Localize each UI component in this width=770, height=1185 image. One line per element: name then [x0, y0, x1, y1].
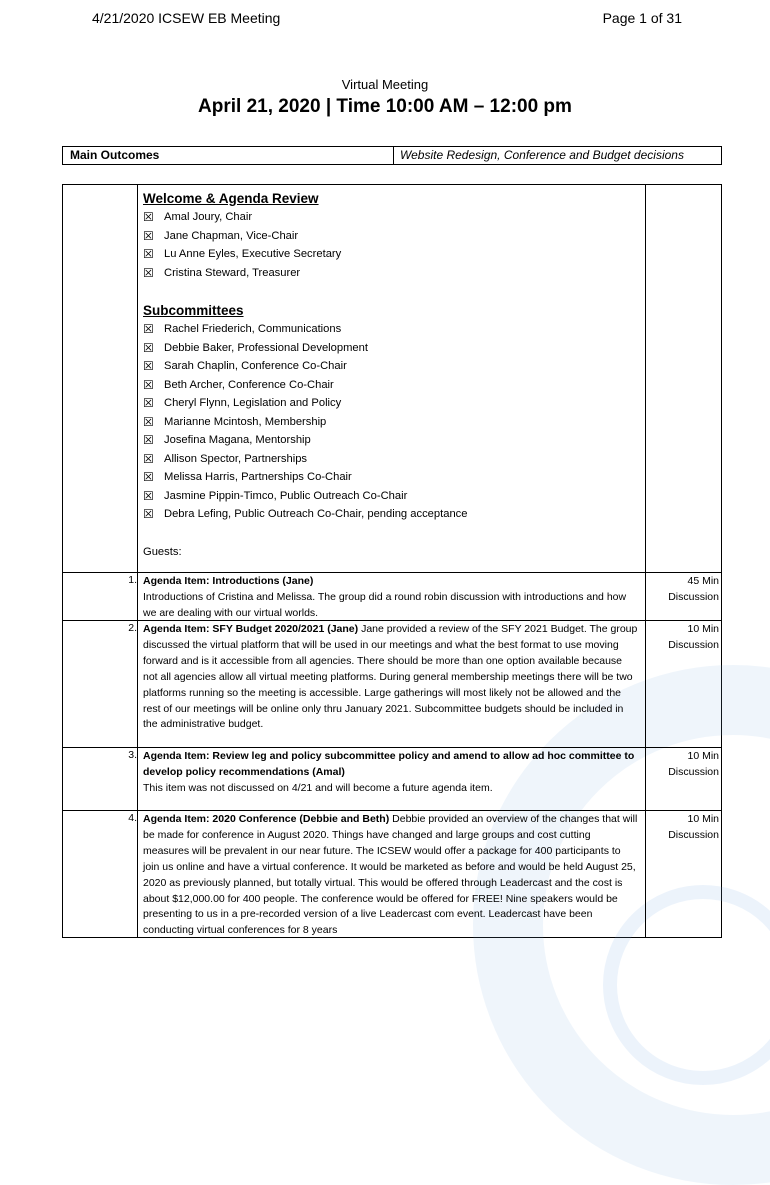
agenda-item-duration — [653, 622, 719, 654]
row-divider — [63, 810, 721, 811]
agenda-item-title: Agenda Item: Introductions (Jane) — [143, 575, 314, 587]
agenda-item-duration — [653, 574, 719, 606]
attendee-row — [143, 487, 643, 506]
agenda-item — [143, 574, 638, 622]
attendee-name: Amal Joury, Chair — [164, 211, 253, 223]
attendee-name: Josefina Magana, Mentorship — [164, 434, 311, 446]
attendee-row — [143, 376, 643, 395]
attendee-name: Jane Chapman, Vice-Chair — [164, 229, 299, 242]
attendee-row — [143, 227, 643, 246]
attendee-name: Rachel Friederich, Communications — [164, 323, 342, 335]
officer-list — [143, 208, 643, 282]
duration-type: Discussion — [668, 638, 719, 651]
checked-box-icon: ☒ — [143, 322, 154, 336]
attendee-name: Melissa Harris, Partnerships Co-Chair — [164, 471, 352, 483]
attendee-name: Allison Spector, Partnerships — [164, 452, 308, 465]
column-divider — [137, 185, 138, 937]
attendee-row — [143, 245, 643, 264]
agenda-item-body: Debbie provided an overview of the changes that will be made for conference in August 2020. Things have changed and large groups and cost cutting measures will be prevalent in our near future. The ICSEW would offer a package for 400 participants to join us online and have a virtual conference. It would be marketed as before and would be held August 25, 2020 as previously planned, but totally virtual. This would be offered through Leadercast and the cost is about $12,000.00 for 400 people. The conference would be offered for FREE! Nine speakers would be presenting to us in a pre-recorded version of a live Leadercast com event. Leadercast have been conducting virtual conferences for 8 years — [143, 813, 638, 937]
meeting-type: Virtual Meeting — [341, 77, 429, 92]
checked-box-icon: ☒ — [143, 228, 154, 243]
agenda-item-title: Agenda Item: Review leg and policy subcommittee policy and amend to allow ad hoc committee to develop policy recommendations (Amal) — [143, 750, 635, 778]
duration-minutes: 45 Min — [687, 575, 719, 587]
agenda-item-number: 4. — [128, 812, 137, 824]
attendee-row — [143, 208, 643, 227]
agenda-item-number: 2. — [128, 622, 137, 634]
attendee-row — [143, 264, 643, 283]
agenda-item-duration — [653, 812, 719, 844]
agenda-item-title: Agenda Item: 2020 Conference (Debbie and Beth) — [143, 813, 390, 825]
attendee-row — [143, 413, 643, 432]
attendee-name: Lu Anne Eyles, Executive Secretary — [164, 248, 342, 260]
attendee-name: Debbie Baker, Professional Development — [164, 341, 368, 354]
attendee-row — [143, 394, 643, 413]
checked-box-icon: ☒ — [143, 247, 154, 261]
agenda-table — [62, 184, 722, 938]
duration-type: Discussion — [668, 590, 719, 603]
page-header-left: 4/21/2020 ICSEW EB Meeting — [92, 10, 281, 26]
page-title: April 21, 2020 | Time 10:00 AM – 12:00 pm — [198, 96, 572, 117]
attendee-row — [143, 505, 643, 524]
subcommittees-heading: Subcommittees — [143, 303, 244, 318]
attendee-row — [143, 357, 643, 376]
attendee-name: Jasmine Pippin-Timco, Public Outreach Co-Chair — [164, 489, 408, 502]
attendee-name: Sarah Chaplin, Conference Co-Chair — [164, 360, 347, 372]
checked-box-icon: ☒ — [143, 433, 154, 447]
agenda-item-body: Introductions of Cristina and Melissa. The group did a round robin discussion with introductions and how we are dealing with our virtual worlds. — [143, 590, 627, 619]
checked-box-icon: ☒ — [143, 396, 154, 410]
welcome-heading: Welcome & Agenda Review — [143, 191, 319, 206]
agenda-item — [143, 812, 638, 939]
agenda-item-body: This item was not discussed on 4/21 and will become a future agenda item. — [143, 781, 493, 794]
duration-minutes: 10 Min — [687, 750, 719, 762]
checked-box-icon: ☒ — [143, 488, 154, 503]
attendee-row — [143, 450, 643, 469]
checked-box-icon: ☒ — [143, 210, 154, 224]
attendee-name: Cristina Steward, Treasurer — [164, 266, 301, 279]
column-divider — [645, 185, 646, 937]
guests-label: Guests: — [143, 545, 182, 558]
attendee-row — [143, 431, 643, 450]
subcommittee-list — [143, 320, 643, 524]
attendance-cell — [143, 189, 643, 561]
main-outcomes-value: Website Redesign, Conference and Budget decisions — [400, 148, 684, 162]
attendee-row — [143, 468, 643, 487]
agenda-item-number: 3. — [128, 749, 137, 761]
agenda-item — [143, 749, 638, 797]
duration-type: Discussion — [668, 765, 719, 778]
main-outcomes-table — [62, 146, 722, 165]
checked-box-icon: ☒ — [143, 340, 154, 355]
checked-box-icon: ☒ — [143, 451, 154, 466]
attendee-name: Marianne Mcintosh, Membership — [164, 415, 327, 428]
column-divider — [393, 147, 394, 164]
attendee-row — [143, 339, 643, 358]
row-divider — [63, 747, 721, 748]
checked-box-icon: ☒ — [143, 470, 154, 484]
main-outcomes-label: Main Outcomes — [70, 148, 160, 162]
duration-type: Discussion — [668, 828, 719, 841]
checked-box-icon: ☒ — [143, 414, 154, 429]
checked-box-icon: ☒ — [143, 507, 154, 521]
row-divider — [63, 572, 721, 573]
attendee-name: Debra Lefing, Public Outreach Co-Chair, pending acceptance — [164, 508, 468, 520]
attendee-name: Cheryl Flynn, Legislation and Policy — [164, 397, 342, 409]
agenda-item-body: Jane provided a review of the SFY 2021 Budget. The group discussed the virtual platform that will be used in our meetings and what the best format to use moving forward and is it accessible from all agencies. There should be more than one option available because not all agencies allow all virtual meeting platforms. During general membership meetings there will be two platforms running so the meeting is accessible. Large gatherings will most likely not be allowed and the rest of our meetings will be online only thru January 2021. Subcommittee budgets should be included in the administrative budget. — [143, 623, 638, 731]
duration-minutes: 10 Min — [687, 623, 719, 635]
agenda-item — [143, 622, 638, 733]
checked-box-icon: ☒ — [143, 265, 154, 280]
page-number: Page 1 of 31 — [602, 10, 682, 26]
agenda-item-title: Agenda Item: SFY Budget 2020/2021 (Jane) — [143, 623, 359, 635]
checked-box-icon: ☒ — [143, 377, 154, 392]
duration-minutes: 10 Min — [687, 813, 719, 825]
agenda-item-duration — [653, 749, 719, 781]
checked-box-icon: ☒ — [143, 359, 154, 373]
agenda-item-number: 1. — [128, 574, 137, 586]
attendee-name: Beth Archer, Conference Co-Chair — [164, 378, 334, 391]
attendee-row — [143, 320, 643, 339]
